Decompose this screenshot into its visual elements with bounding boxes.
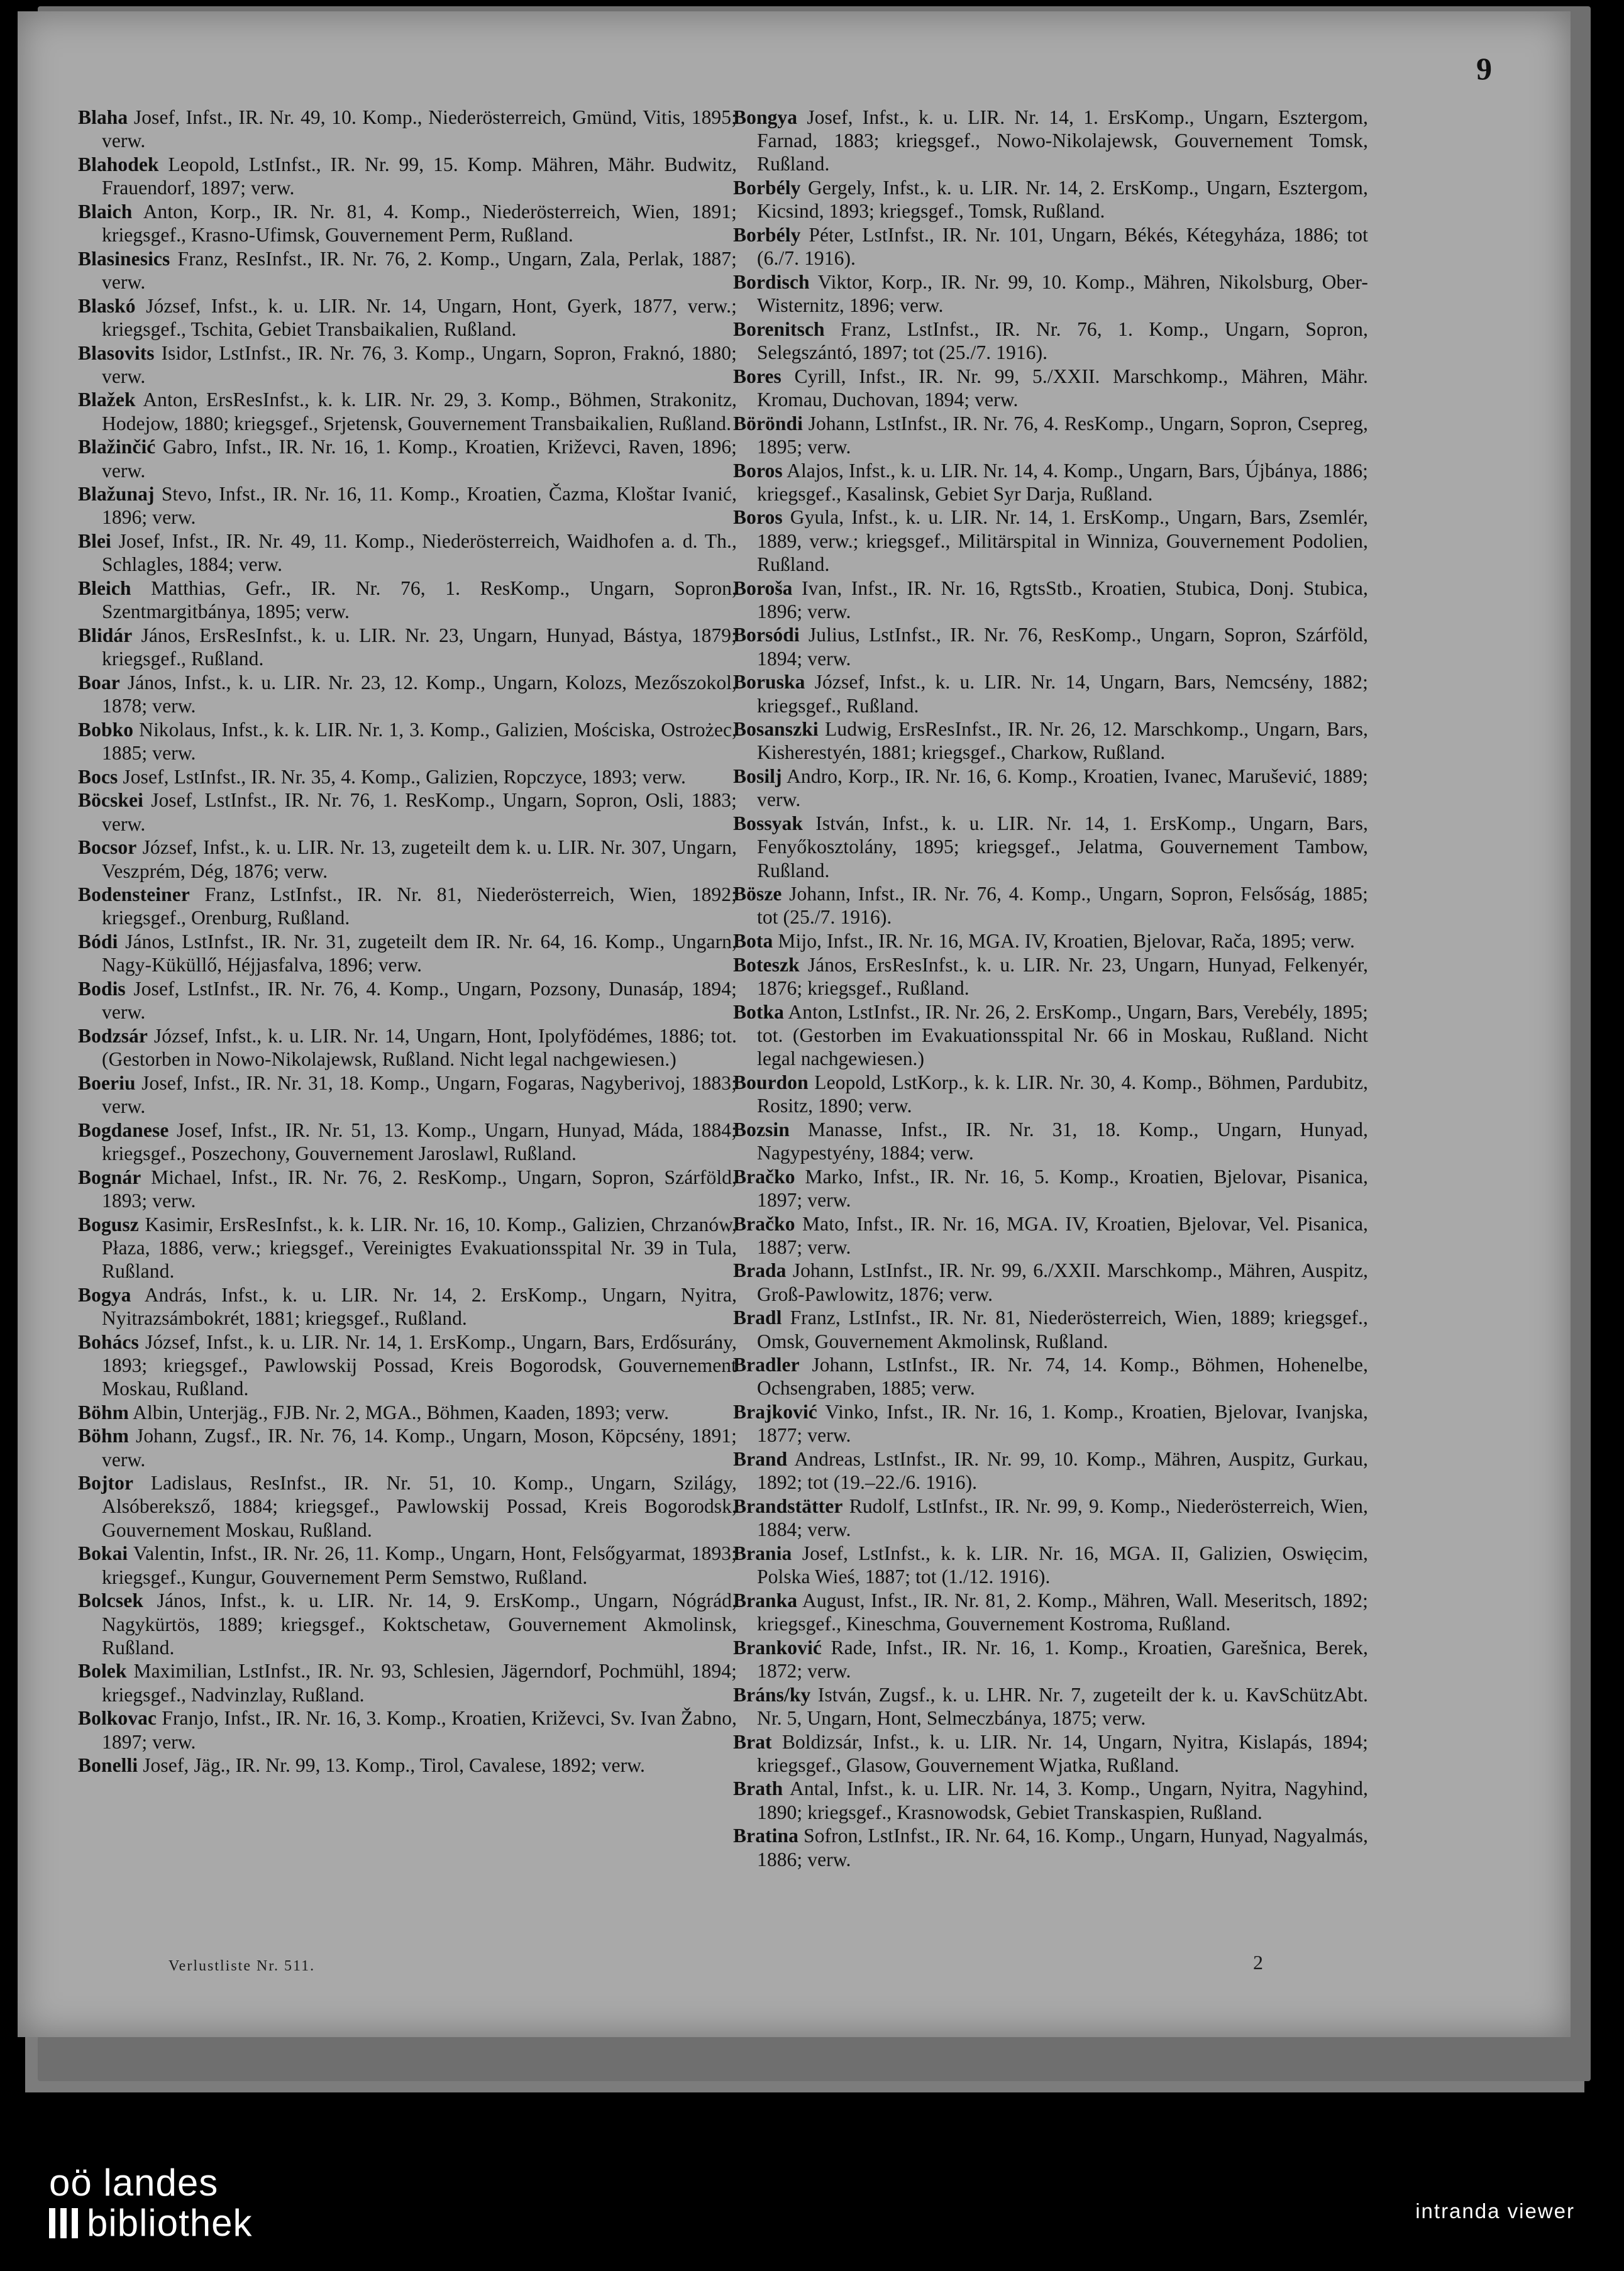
entry-surname: Bocsor	[78, 836, 137, 859]
list-entry	[78, 388, 737, 434]
entry-details: Josef, LstInfst., IR. Nr. 76, 4. Komp., Ungarn, Pozsony, Dunasáp, 1894; verw.	[102, 978, 737, 1024]
list-entry	[733, 412, 1368, 458]
entry-surname: Blasinesics	[78, 247, 170, 270]
list-entry	[733, 1259, 1368, 1305]
entry-surname: Bösze	[733, 883, 782, 905]
list-entry	[733, 106, 1368, 176]
entry-surname: Bocs	[78, 765, 118, 788]
entry-surname: Borsódi	[733, 624, 800, 646]
logo-line-2-wrap	[49, 2203, 253, 2243]
list-entry	[78, 153, 737, 199]
entry-details: Rudolf, LstInfst., IR. Nr. 99, 9. Komp., Niederösterreich, Wien, 1884; verw.	[757, 1495, 1368, 1541]
list-entry	[733, 765, 1368, 811]
list-entry	[733, 318, 1368, 364]
list-entry	[78, 1401, 737, 1424]
logo-line-2: bibliothek	[87, 2202, 253, 2244]
entry-details: István, Zugsf., k. u. LHR. Nr. 7, zugeteilt der k. u. KavSchützAbt. Nr. 5, Ungarn, Hont, Selmeczbánya, 1875; verw.	[757, 1683, 1368, 1729]
entry-details: Josef, Infst., IR. Nr. 51, 13. Komp., Ungarn, Hunyad, Máda, 1884; kriegsgef., Poszechony, Gouvernement Jaroslawl, Rußland.	[102, 1119, 737, 1164]
entry-surname: Bores	[733, 365, 782, 387]
entry-surname: Brada	[733, 1259, 787, 1282]
entry-surname: Böröndi	[733, 412, 803, 434]
entry-details: Ivan, Infst., IR. Nr. 16, RgtsStb., Kroatien, Stubica, Donj. Stubica, 1896; verw.	[757, 577, 1368, 622]
entry-surname: Blaich	[78, 200, 133, 223]
list-entry	[733, 506, 1368, 576]
entry-surname: Bogya	[78, 1283, 131, 1306]
entry-details: Ladislaus, ResInfst., IR. Nr. 51, 10. Komp., Ungarn, Szilágy, Alsóbereksző, 1884; kriegsgef., Pawlowskij Possad, Kreis Bogorodsk, Gouvernement Moskau, Rußland.	[102, 1472, 737, 1541]
entry-surname: Bonelli	[78, 1754, 138, 1777]
list-entry	[78, 482, 737, 529]
entry-surname: Brand	[733, 1448, 788, 1471]
list-entry	[733, 1730, 1368, 1777]
entry-details: Ludwig, ErsResInfst., IR. Nr. 26, 12. Marschkomp., Ungarn, Bars, Kisherestyén, 1881; kriegsgef., Charkow, Rußland.	[757, 718, 1368, 764]
logo-bars-icon	[49, 2208, 78, 2238]
entry-surname: Branković	[733, 1636, 822, 1659]
entry-surname: Boeriu	[78, 1071, 136, 1094]
entry-details: János, ErsResInfst., k. u. LIR. Nr. 23, Ungarn, Hunyad, Bástya, 1879; kriegsgef., Rußland.	[102, 624, 737, 670]
entry-details: Rade, Infst., IR. Nr. 16, 1. Komp., Kroatien, Garešnica, Berek, 1872; verw.	[757, 1636, 1368, 1682]
list-entry	[733, 1212, 1368, 1259]
list-entry	[78, 671, 737, 717]
entry-details: Franz, LstInfst., IR. Nr. 81, Niederösterreich, Wien, 1892; kriegsgef., Orenburg, Rußland.	[102, 883, 737, 929]
footer-list-number: Verlustliste Nr. 511.	[168, 1958, 316, 1974]
list-entry	[733, 929, 1368, 953]
entry-surname: Blažunaj	[78, 483, 155, 506]
entry-details: Isidor, LstInfst., IR. Nr. 76, 3. Komp., Ungarn, Sopron, Fraknó, 1880; verw.	[102, 341, 737, 387]
list-entry	[78, 718, 737, 765]
entry-details: Kasimir, ErsResInfst., k. k. LIR. Nr. 16, 10. Komp., Galizien, Chrzanów, Płaza, 1886, verw.; kriegsgef., Vereinigtes Evakuationsspital Nr. 39 in Tula, Rußland.	[102, 1213, 737, 1282]
list-entry	[78, 788, 737, 835]
entry-surname: Bratina	[733, 1825, 798, 1847]
entry-surname: Botka	[733, 1000, 785, 1023]
list-entry	[78, 341, 737, 388]
entry-details: József, Infst., k. u. LIR. Nr. 14, 1. ErsKomp., Ungarn, Bars, Erdősurány, 1893; kriegsgef., Pawlowskij Possad, Kreis Bogorodsk, Gouvernement Moskau, Rußland.	[102, 1330, 737, 1400]
entry-details: Valentin, Infst., IR. Nr. 26, 11. Komp., Ungarn, Hont, Felsőgyarmat, 1893; kriegsgef., Kungur, Gouvernement Perm Semstwo, Rußland.	[102, 1542, 737, 1588]
footer-sheet-number: 2	[1253, 1951, 1263, 1974]
entry-surname: Boar	[78, 671, 120, 693]
entry-surname: Blidár	[78, 624, 133, 646]
list-entry	[733, 812, 1368, 882]
list-entry	[733, 1306, 1368, 1352]
list-entry	[78, 200, 737, 246]
list-entry	[78, 1166, 737, 1212]
list-entry	[733, 1683, 1368, 1730]
entry-details: Gergely, Infst., k. u. LIR. Nr. 14, 2. ErsKomp., Ungarn, Esztergom, Kicsind, 1893; kriegsgef., Tomsk, Rußland.	[757, 177, 1368, 223]
entry-surname: Bojtor	[78, 1472, 134, 1495]
entry-surname: Bossyak	[733, 812, 803, 835]
entry-surname: Brajković	[733, 1401, 817, 1423]
entry-surname: Blaskó	[78, 294, 136, 317]
list-entry	[733, 953, 1368, 1000]
list-entry	[78, 247, 737, 294]
entry-surname: Blaha	[78, 106, 128, 128]
entry-details: Boldizsár, Infst., k. u. LIR. Nr. 14, Ungarn, Nyitra, Kislapás, 1894; kriegsgef., Glasow, Gouvernement Wjatka, Rußland.	[757, 1730, 1368, 1776]
entry-details: Viktor, Korp., IR. Nr. 99, 10. Komp., Mähren, Nikolsburg, Ober-Wisternitz, 1896; verw.	[757, 270, 1368, 317]
list-entry	[78, 836, 737, 882]
entry-details: János, Infst., k. u. LIR. Nr. 14, 9. ErsKomp., Ungarn, Nógrád, Nagykürtös, 1889; kriegsgef., Koktschetaw, Gouvernement Akmolinsk, Rußland.	[102, 1589, 737, 1659]
left-column	[78, 106, 737, 1777]
entry-details: József, Infst., k. u. LIR. Nr. 13, zugeteilt dem k. u. LIR. Nr. 307, Ungarn, Veszprém, Dég, 1876; verw.	[102, 836, 737, 882]
entry-details: Johann, LstInfst., IR. Nr. 74, 14. Komp., Böhmen, Hohenelbe, Ochsengraben, 1885; verw.	[757, 1354, 1368, 1400]
list-entry	[78, 1706, 737, 1753]
entry-details: József, Infst., k. u. LIR. Nr. 14, Ungarn, Bars, Nemcsény, 1882; kriegsgef., Rußland.	[757, 671, 1368, 717]
entry-details: Julius, LstInfst., IR. Nr. 76, ResKomp., Ungarn, Sopron, Szárföld, 1894; verw.	[757, 624, 1368, 670]
entry-surname: Bodis	[78, 978, 126, 1000]
entry-details: Matthias, Gefr., IR. Nr. 76, 1. ResKomp., Ungarn, Sopron, Szentmargitbánya, 1895; verw.	[102, 577, 737, 623]
list-entry	[733, 223, 1368, 270]
list-entry	[78, 435, 737, 482]
entry-surname: Bobko	[78, 718, 134, 741]
entry-surname: Bódi	[78, 931, 118, 953]
entry-details: Gabro, Infst., IR. Nr. 16, 1. Komp., Kroatien, Križevci, Raven, 1896; verw.	[102, 436, 737, 482]
list-entry	[733, 1447, 1368, 1494]
entry-surname: Bogusz	[78, 1213, 139, 1235]
entry-surname: Bráns/ky	[733, 1683, 811, 1706]
entry-surname: Brat	[733, 1730, 772, 1753]
list-entry	[733, 882, 1368, 929]
entry-surname: Bolcsek	[78, 1589, 143, 1612]
list-entry	[78, 577, 737, 623]
entry-details: Cyrill, Infst., IR. Nr. 99, 5./XXII. Marschkomp., Mähren, Mähr. Kromau, Duchovan, 1894; verw.	[757, 365, 1368, 411]
list-entry	[78, 883, 737, 929]
list-entry	[733, 1636, 1368, 1683]
list-entry	[78, 624, 737, 670]
entry-details: János, ErsResInfst., k. u. LIR. Nr. 23, Ungarn, Hunyad, Felkenyér, 1876; kriegsgef., Rußland.	[757, 953, 1368, 1000]
entry-surname: Bourdon	[733, 1071, 809, 1093]
list-entry	[78, 977, 737, 1024]
entry-details: Franz, LstInfst., IR. Nr. 81, Niederösterreich, Wien, 1889; kriegsgef., Omsk, Gouvernement Akmolinsk, Rußland.	[757, 1307, 1368, 1352]
entry-details: Josef, LstInfst., IR. Nr. 35, 4. Komp., Galizien, Ropczyce, 1893; verw.	[118, 765, 687, 788]
entry-details: Maximilian, LstInfst., IR. Nr. 93, Schlesien, Jägerndorf, Pochmühl, 1894; kriegsgef., Nadvinzlay, Rußland.	[102, 1660, 737, 1706]
entry-surname: Bozsin	[733, 1118, 790, 1141]
entry-surname: Branka	[733, 1589, 798, 1611]
entry-details: August, Infst., IR. Nr. 81, 2. Komp., Mähren, Wall. Meseritsch, 1892; kriegsgef., Kineschma, Gouvernement Kostroma, Rußland.	[757, 1589, 1368, 1635]
logo-line-1: oö landes	[49, 2162, 219, 2204]
entry-details: Leopold, LstKorp., k. k. LIR. Nr. 30, 4. Komp., Böhmen, Pardubitz, Rositz, 1890; verw.	[757, 1071, 1368, 1117]
entry-surname: Bogdanese	[78, 1119, 169, 1141]
entry-surname: Blei	[78, 530, 111, 553]
entry-surname: Bohács	[78, 1330, 139, 1353]
list-entry	[78, 529, 737, 576]
entry-details: Anton, ErsResInfst., k. k. LIR. Nr. 29, 3. Komp., Böhmen, Strakonitz, Hodejow, 1880; kriegsgef., Srjetensk, Gouvernement Transbaikalien, Rußland.	[102, 389, 737, 434]
list-entry	[733, 577, 1368, 623]
list-entry	[733, 1165, 1368, 1212]
list-entry	[78, 1589, 737, 1659]
list-entry	[733, 270, 1368, 317]
entry-details: Stevo, Infst., IR. Nr. 16, 11. Komp., Kroatien, Čazma, Kloštar Ivanić, 1896; verw.	[102, 483, 737, 529]
list-entry	[733, 1777, 1368, 1823]
entry-surname: Böhm	[78, 1425, 129, 1447]
entry-surname: Bolek	[78, 1660, 127, 1683]
list-entry	[78, 1330, 737, 1401]
entry-surname: Bradler	[733, 1354, 800, 1376]
list-entry	[78, 1213, 737, 1283]
list-entry	[733, 1000, 1368, 1071]
entry-details: Franz, ResInfst., IR. Nr. 76, 2. Komp., Ungarn, Zala, Perlak, 1887; verw.	[102, 247, 737, 293]
list-entry	[78, 1119, 737, 1165]
entry-surname: Bodensteiner	[78, 883, 190, 906]
entry-surname: Boruska	[733, 671, 805, 693]
list-entry	[733, 1118, 1368, 1164]
list-entry	[733, 1542, 1368, 1588]
list-entry	[78, 1659, 737, 1706]
list-entry	[78, 765, 737, 788]
entry-details: János, LstInfst., IR. Nr. 31, zugeteilt dem IR. Nr. 64, 16. Komp., Ungarn, Nagy-Küküllő, Héjjasfalva, 1896; verw.	[102, 931, 737, 976]
right-column	[733, 106, 1368, 1871]
list-entry	[733, 459, 1368, 506]
entry-details: Gyula, Infst., k. u. LIR. Nr. 14, 1. ErsKomp., Ungarn, Bars, Zsemlér, 1889, verw.; kriegsgef., Militärspital in Winniza, Gouvernement Podolien, Rußland.	[757, 506, 1368, 575]
list-entry	[733, 670, 1368, 717]
entry-details: Anton, LstInfst., IR. Nr. 26, 2. ErsKomp., Ungarn, Bars, Verebély, 1895; tot. (Gestorben im Evakuationsspital Nr. 66 in Moskau, Rußland. Nicht legal nachgewiesen.)	[757, 1000, 1368, 1070]
entry-surname: Blahodek	[78, 153, 159, 175]
entry-surname: Borenitsch	[733, 318, 825, 340]
entry-details: Johann, LstInfst., IR. Nr. 99, 6./XXII. Marschkomp., Mähren, Auspitz, Groß-Pawlowitz, 1876; verw.	[757, 1259, 1368, 1305]
entry-details: József, Infst., k. u. LIR. Nr. 14, Ungarn, Hont, Ipolyfödémes, 1886; tot. (Gestorben in Nowo-Nikolajewsk, Rußland. Nicht legal nachgewiesen.)	[102, 1024, 737, 1071]
entry-details: József, Infst., k. u. LIR. Nr. 14, Ungarn, Hont, Gyerk, 1877, verw.; kriegsgef., Tschita, Gebiet Transbaikalien, Rußland.	[102, 294, 737, 340]
entry-surname: Bodzsár	[78, 1024, 148, 1047]
entry-details: Josef, LstInfst., IR. Nr. 76, 1. ResKomp., Ungarn, Sopron, Osli, 1883; verw.	[102, 789, 737, 835]
entry-details: Johann, Infst., IR. Nr. 76, 4. Komp., Ungarn, Sopron, Felsőság, 1885; tot (25./7. 1916).	[757, 883, 1368, 929]
entry-details: Marko, Infst., IR. Nr. 16, 5. Komp., Kroatien, Bjelovar, Pisanica, 1897; verw.	[757, 1165, 1368, 1211]
page-number: 9	[1476, 51, 1492, 86]
entry-details: Franjo, Infst., IR. Nr. 16, 3. Komp., Kroatien, Križevci, Sv. Ivan Žabno, 1897; verw.	[102, 1707, 737, 1753]
entry-surname: Bognár	[78, 1166, 141, 1188]
entry-surname: Böcskei	[78, 789, 143, 812]
entry-surname: Boroša	[733, 577, 793, 599]
list-entry	[78, 1071, 737, 1118]
entry-surname: Bosilj	[733, 765, 782, 788]
entry-details: Michael, Infst., IR. Nr. 76, 2. ResKomp., Ungarn, Sopron, Szárföld, 1893; verw.	[102, 1166, 737, 1212]
entry-details: Nikolaus, Infst., k. k. LIR. Nr. 1, 3. Komp., Galizien, Mościska, Ostrożec, 1885; verw.	[102, 718, 737, 764]
entry-details: Anton, Korp., IR. Nr. 81, 4. Komp., Niederösterreich, Wien, 1891; kriegsgef., Krasno-Ufimsk, Gouvernement Perm, Rußland.	[102, 200, 737, 246]
entry-details: Albin, Unterjäg., FJB. Nr. 2, MGA., Böhmen, Kaaden, 1893; verw.	[128, 1401, 670, 1423]
entry-surname: Borbély	[733, 177, 801, 199]
entry-surname: Brania	[733, 1542, 792, 1564]
entry-surname: Bokai	[78, 1542, 128, 1565]
entry-surname: Boros	[733, 459, 783, 482]
scanned-page	[18, 11, 1571, 2037]
entry-surname: Brath	[733, 1777, 783, 1800]
library-logo[interactable]	[49, 2163, 253, 2243]
list-entry	[78, 1542, 737, 1588]
entry-surname: Bolkovac	[78, 1707, 157, 1730]
entry-surname: Bordisch	[733, 270, 810, 293]
entry-details: Josef, LstInfst., k. k. LIR. Nr. 16, MGA. II, Galizien, Oswięcim, Polska Wieś, 1887; tot (1./12. 1916).	[757, 1542, 1368, 1588]
list-entry	[733, 176, 1368, 223]
entry-details: Johann, Zugsf., IR. Nr. 76, 14. Komp., Ungarn, Moson, Köpcsény, 1891; verw.	[102, 1425, 737, 1471]
entry-surname: Bleich	[78, 577, 131, 600]
entry-surname: Bosanszki	[733, 718, 819, 741]
entry-surname: Bračko	[733, 1212, 795, 1235]
entry-details: István, Infst., k. u. LIR. Nr. 14, 1. ErsKomp., Ungarn, Bars, Fenyőkosztolány, 1895; kriegsgef., Jelatma, Gouvernement Tambow, Rußland.	[757, 812, 1368, 881]
entry-details: Josef, Infst., IR. Nr. 49, 10. Komp., Niederösterreich, Gmünd, Vitis, 1895; verw.	[102, 106, 737, 152]
list-entry	[78, 1754, 737, 1777]
list-entry	[78, 1424, 737, 1471]
entry-details: Manasse, Infst., IR. Nr. 31, 18. Komp., Ungarn, Hunyad, Nagypestyény, 1884; verw.	[757, 1118, 1368, 1164]
entry-details: Vinko, Infst., IR. Nr. 16, 1. Komp., Kroatien, Bjelovar, Ivanjska, 1877; verw.	[757, 1401, 1368, 1447]
entry-details: Mato, Infst., IR. Nr. 16, MGA. IV, Kroatien, Bjelovar, Vel. Pisanica, 1887; verw.	[757, 1212, 1368, 1258]
entry-details: Andro, Korp., IR. Nr. 16, 6. Komp., Kroatien, Ivanec, Marušević, 1889; verw.	[757, 765, 1368, 811]
entry-details: Josef, Infst., k. u. LIR. Nr. 14, 1. ErsKomp., Ungarn, Esztergom, Farnad, 1883; kriegsgef., Nowo-Nikolajewsk, Gouvernement Tomsk, Rußland.	[757, 106, 1368, 175]
entry-surname: Bongya	[733, 106, 798, 128]
entry-details: Andreas, LstInfst., IR. Nr. 99, 10. Komp., Mähren, Auspitz, Gurkau, 1892; tot (19.–22./6. 1916).	[757, 1448, 1368, 1494]
entry-details: Sofron, LstInfst., IR. Nr. 64, 16. Komp., Ungarn, Hunyad, Nagyalmás, 1886; verw.	[757, 1825, 1368, 1870]
entry-details: János, Infst., k. u. LIR. Nr. 23, 12. Komp., Ungarn, Kolozs, Mezőszokol, 1878; verw.	[102, 671, 737, 717]
list-entry	[733, 1071, 1368, 1117]
entry-surname: Böhm	[78, 1401, 129, 1423]
entry-details: András, Infst., k. u. LIR. Nr. 14, 2. ErsKomp., Ungarn, Nyitra, Nyitrazsámbokrét, 1881; kriegsgef., Rußland.	[102, 1283, 737, 1329]
entry-surname: Bračko	[733, 1165, 795, 1188]
entry-surname: Bota	[733, 930, 773, 953]
list-entry	[78, 106, 737, 152]
entry-surname: Blažek	[78, 389, 136, 411]
entry-surname: Boros	[733, 506, 783, 529]
entry-details: Antal, Infst., k. u. LIR. Nr. 14, 3. Komp., Ungarn, Nyitra, Nagyhind, 1890; kriegsgef., Krasnowodsk, Gebiet Transkaspien, Rußland.	[757, 1777, 1368, 1823]
list-entry	[733, 1400, 1368, 1447]
entry-surname: Borbély	[733, 224, 801, 246]
entry-details: Johann, LstInfst., IR. Nr. 76, 4. ResKomp., Ungarn, Sopron, Csepreg, 1895; verw.	[757, 412, 1368, 458]
entry-details: Josef, Infst., IR. Nr. 49, 11. Komp., Niederösterreich, Waidhofen a. d. Th., Schlagles, 1884; verw.	[102, 530, 737, 576]
list-entry	[733, 365, 1368, 411]
list-entry	[78, 1283, 737, 1330]
list-entry	[733, 717, 1368, 764]
list-entry	[733, 1589, 1368, 1635]
entry-surname: Boteszk	[733, 953, 800, 976]
list-entry	[733, 1495, 1368, 1541]
entry-surname: Blasovits	[78, 341, 155, 364]
entry-details: Mijo, Infst., IR. Nr. 16, MGA. IV, Kroatien, Bjelovar, Rača, 1895; verw.	[773, 930, 1355, 953]
entry-surname: Blažinčić	[78, 436, 156, 458]
list-entry	[78, 1471, 737, 1542]
list-entry	[733, 1353, 1368, 1400]
entry-surname: Bradl	[733, 1307, 782, 1329]
list-entry	[78, 1024, 737, 1071]
entry-details: Josef, Infst., IR. Nr. 31, 18. Komp., Ungarn, Fogaras, Nagyberivoj, 1883; verw.	[102, 1071, 737, 1118]
entry-details: Péter, LstInfst., IR. Nr. 101, Ungarn, Békés, Kétegyháza, 1886; tot (6./7. 1916).	[757, 224, 1368, 270]
entry-details: Leopold, LstInfst., IR. Nr. 99, 15. Komp. Mähren, Mähr. Budwitz, Frauendorf, 1897; verw.	[102, 153, 737, 199]
entry-details: Alajos, Infst., k. u. LIR. Nr. 14, 4. Komp., Ungarn, Bars, Újbánya, 1886; kriegsgef., Kasalinsk, Gebiet Syr Darja, Rußland.	[757, 459, 1368, 505]
viewer-brand-label[interactable]: intranda viewer	[1415, 2199, 1575, 2223]
entry-details: Franz, LstInfst., IR. Nr. 76, 1. Komp., Ungarn, Sopron, Selegszántó, 1897; tot (25./7. 1916).	[757, 318, 1368, 364]
list-entry	[78, 930, 737, 976]
entry-surname: Brandstätter	[733, 1495, 843, 1517]
list-entry	[733, 1824, 1368, 1870]
list-entry	[733, 623, 1368, 670]
list-entry	[78, 294, 737, 341]
entry-details: Josef, Jäg., IR. Nr. 99, 13. Komp., Tirol, Cavalese, 1892; verw.	[138, 1754, 645, 1777]
